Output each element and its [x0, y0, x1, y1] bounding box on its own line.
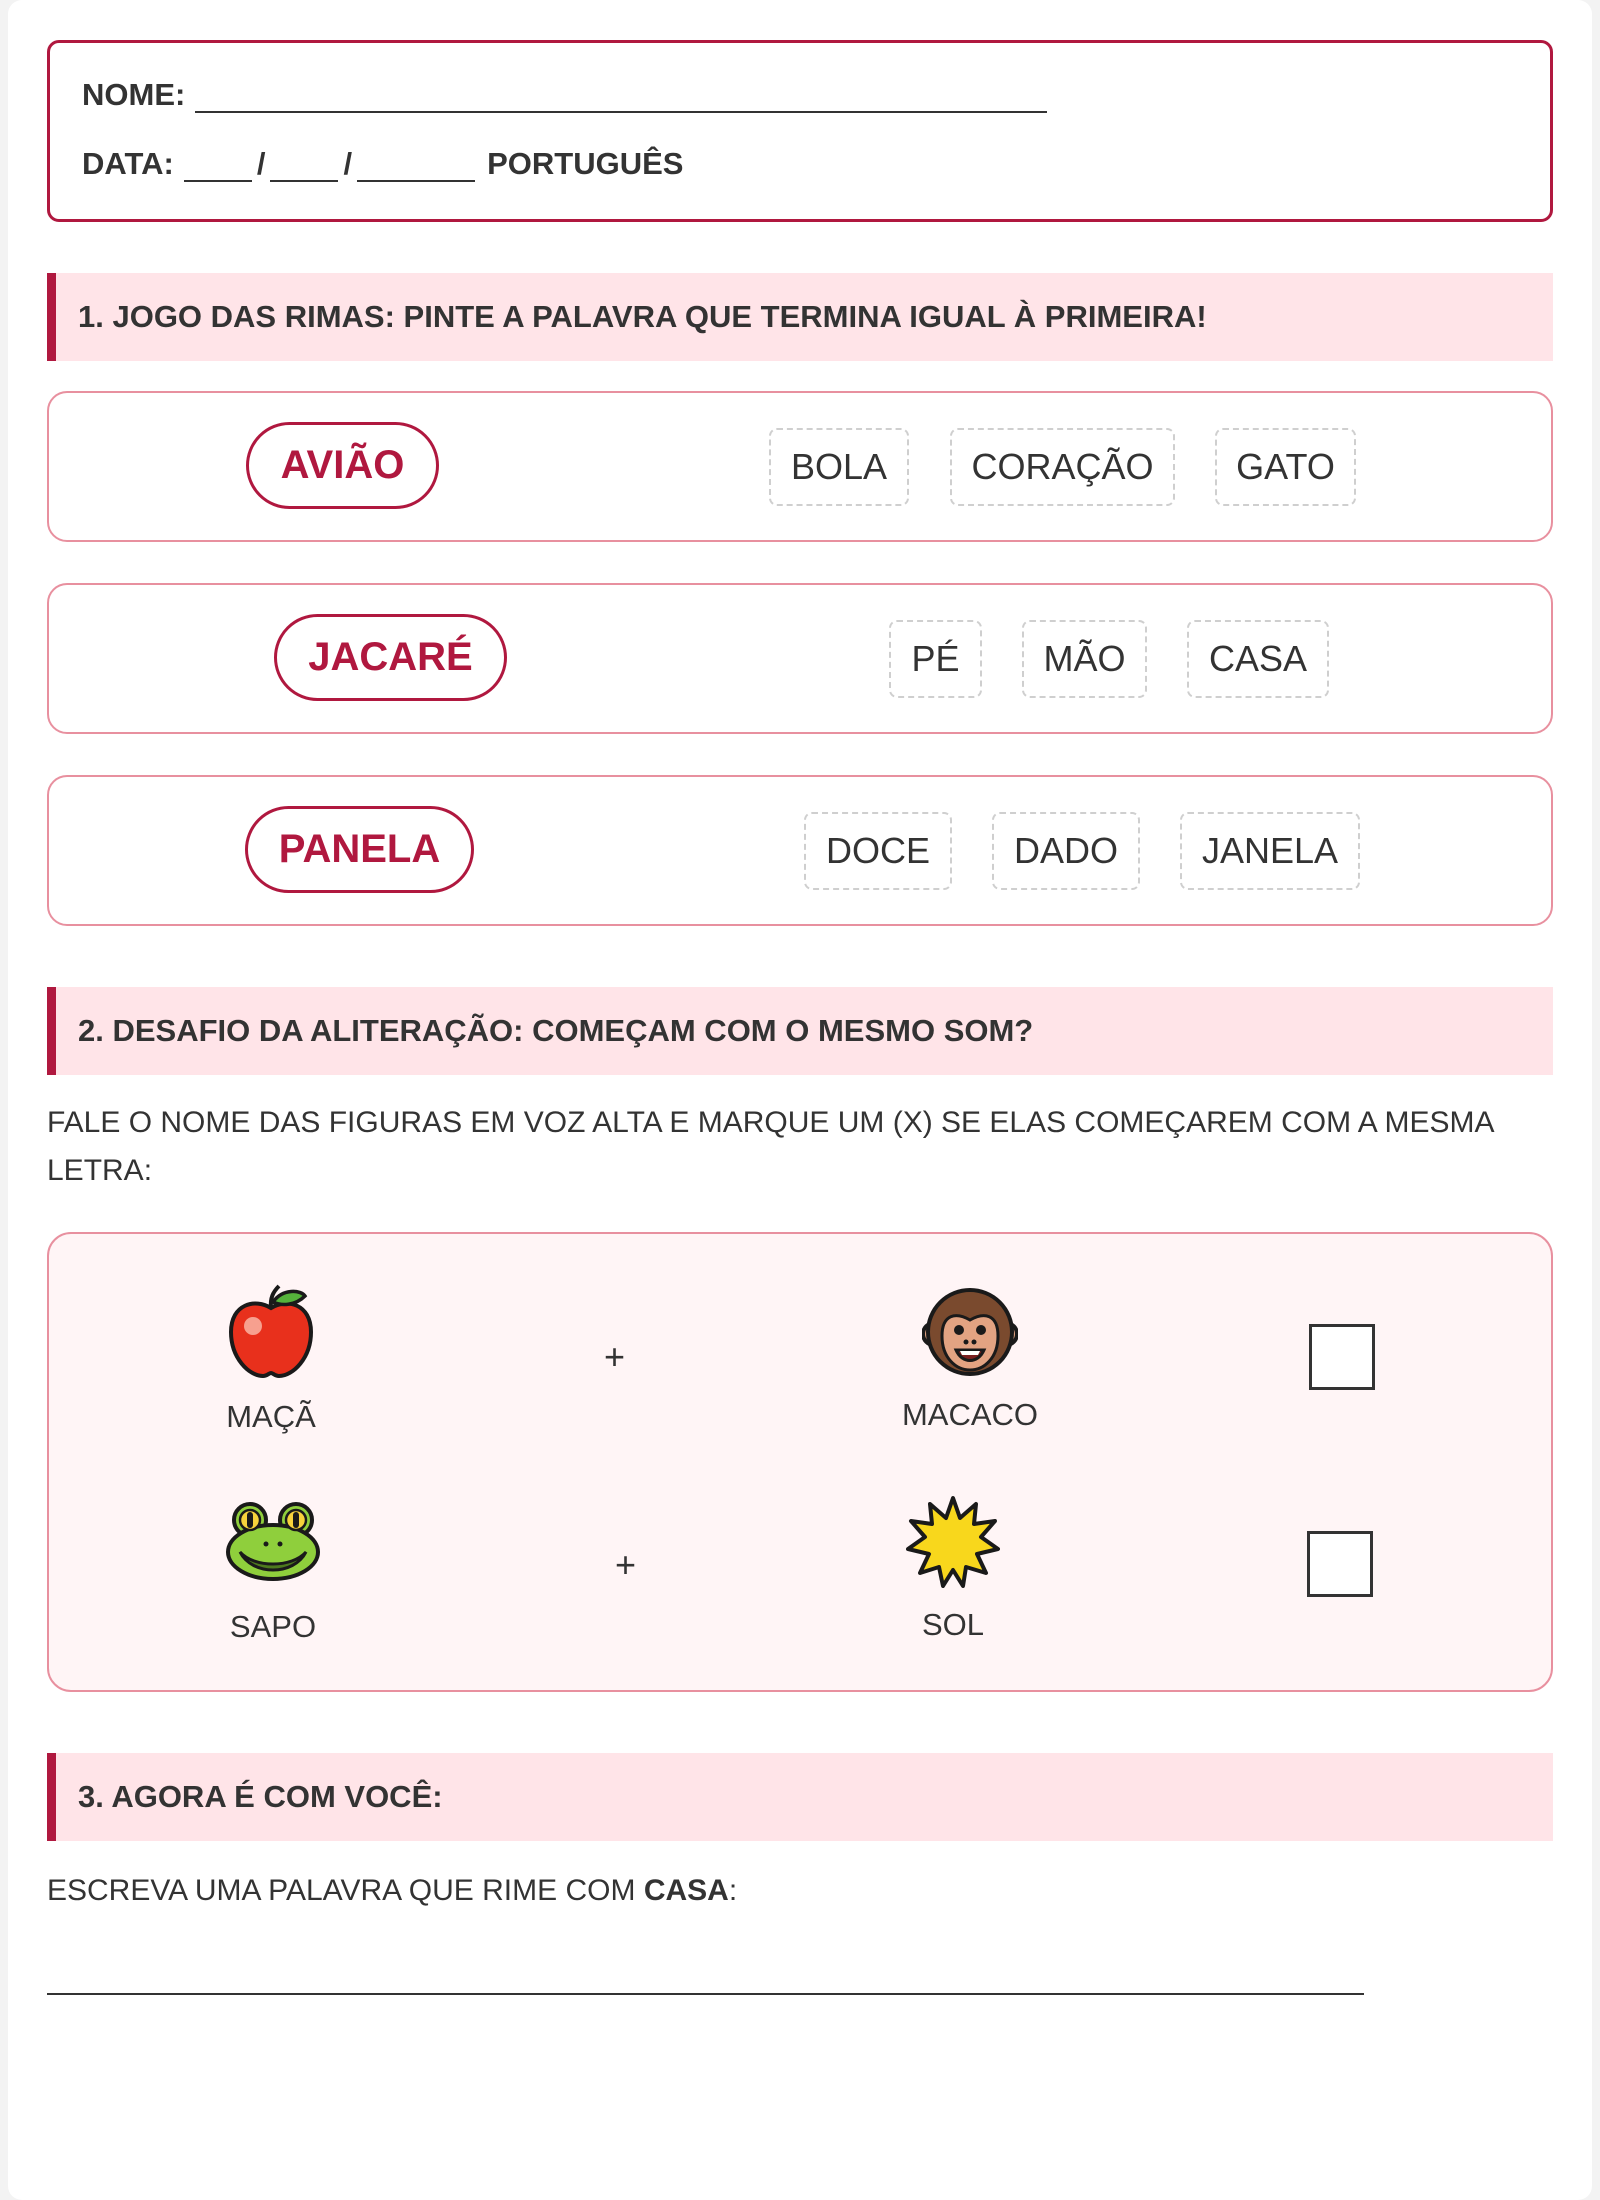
- date-label: DATA:: [82, 146, 174, 181]
- rhyme-target-word: JACARÉ: [274, 614, 507, 701]
- rhyme-target-word: AVIÃO: [246, 422, 439, 509]
- figure-frog: [173, 1502, 373, 1645]
- rhyme-option[interactable]: CORAÇÃO: [950, 428, 1175, 506]
- section2-title: [47, 987, 1553, 1075]
- section3-title: [47, 1753, 1553, 1841]
- rhyme-option[interactable]: DADO: [992, 812, 1140, 890]
- rhyme-option[interactable]: PÉ: [889, 620, 982, 698]
- figure-label: SAPO: [229, 1609, 317, 1644]
- section2-instruction: FALE O NOME DAS FIGURAS EM VOZ ALTA E MARQUE UM (X) SE ELAS COMEÇAREM COM A MESMA LETRA:: [47, 1106, 1493, 1187]
- figure-label: MAÇÃ: [226, 1399, 316, 1434]
- instruction-text: ESCREVA UMA PALAVRA QUE RIME COM: [47, 1874, 644, 1907]
- instruction-keyword: CASA: [643, 1874, 729, 1907]
- section3-title-text: 3. AGORA É COM VOCÊ:: [78, 1779, 443, 1814]
- plus-sign: +: [615, 1544, 637, 1585]
- plus-sign: +: [604, 1336, 626, 1377]
- alliteration-box: [47, 1232, 1553, 1692]
- name-line: [82, 75, 1550, 113]
- section1-title-text: 1. JOGO DAS RIMAS: PINTE A PALAVRA QUE TERMINA IGUAL À PRIMEIRA!: [78, 299, 1207, 334]
- apple-icon: [225, 1284, 317, 1380]
- worksheet-page: [8, 0, 1592, 2200]
- rhyme-option[interactable]: CASA: [1187, 620, 1329, 698]
- alliteration-checkbox[interactable]: [1309, 1324, 1375, 1390]
- name-label: NOME:: [82, 77, 186, 112]
- rhyme-row: [47, 391, 1553, 542]
- rhyme-row: [47, 583, 1553, 734]
- rhyme-option[interactable]: BOLA: [769, 428, 909, 506]
- rhyme-option[interactable]: JANELA: [1180, 812, 1360, 890]
- date-separator: /: [343, 146, 353, 181]
- section1-title: [47, 273, 1553, 361]
- name-blank[interactable]: [195, 81, 1047, 113]
- date-year-blank[interactable]: [357, 150, 475, 182]
- figure-label: SOL: [921, 1607, 985, 1642]
- instruction-suffix: :: [728, 1874, 738, 1907]
- frog-icon: [224, 1502, 322, 1582]
- monkey-icon: [922, 1284, 1018, 1380]
- subject-label: PORTUGUÊS: [487, 146, 684, 181]
- rhyme-option[interactable]: MÃO: [1022, 620, 1147, 698]
- figure-monkey: [870, 1284, 1070, 1433]
- alliteration-checkbox[interactable]: [1307, 1531, 1373, 1597]
- section3-instruction: [47, 1867, 1553, 1915]
- date-line: [82, 144, 1550, 182]
- rhyme-option[interactable]: DOCE: [804, 812, 952, 890]
- rhyme-row: [47, 775, 1553, 926]
- rhyme-target-word: PANELA: [245, 806, 474, 893]
- sun-icon: [906, 1494, 1000, 1588]
- date-month-blank[interactable]: [270, 150, 338, 182]
- answer-line[interactable]: [47, 1993, 1364, 1995]
- date-day-blank[interactable]: [184, 150, 252, 182]
- figure-apple: [171, 1284, 371, 1435]
- section2-title-text: 2. DESAFIO DA ALITERAÇÃO: COMEÇAM COM O MESMO SOM?: [78, 1013, 1034, 1048]
- rhyme-option[interactable]: GATO: [1215, 428, 1356, 506]
- header-box: [47, 40, 1553, 222]
- figure-sun: [853, 1494, 1053, 1643]
- date-separator: /: [256, 146, 266, 181]
- figure-label: MACACO: [901, 1397, 1039, 1432]
